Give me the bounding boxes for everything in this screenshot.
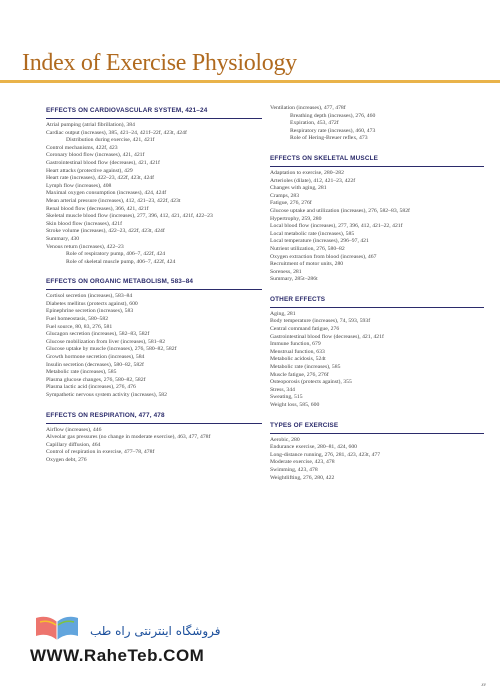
right-column [270,105,484,492]
index-subentry: Role of respiratory pump, 406–7, 422f, 424 [66,251,166,258]
index-entry: Osteoporosis (protects against), 355 [270,379,352,386]
index-entry: Weight loss, 585, 600 [270,402,320,408]
index-entry: Glucose mobilization from liver (increases), 581–82 [46,338,166,345]
index-entry: Plasma lactic acid (increases), 276, 476 [46,384,136,391]
left-column [46,105,262,475]
index-entry: Metabolic acidosis, 524t [270,356,326,363]
index-entry: Changes with aging, 281 [270,185,327,192]
index-entry: Muscle fatigue, 276, 276f [270,371,329,378]
index-entry: Summary, 430 [46,235,80,242]
index-subentry: Role of Hering-Breuer reflex, 473 [290,135,368,142]
index-entry: Local blood flow (increases), 277, 396, 412, 421–22, 421f [270,223,403,230]
index-entry: Heart rate (increases), 422–23, 422f, 423t, 424f [46,175,155,182]
index-entry: Sympathetic nervous system activity (increases), 582 [46,392,167,398]
index-entry: Metabolic rate (increases), 585 [270,364,341,371]
index-entry: Swimming, 423, 478 [270,466,318,473]
section-heading: EFFECTS ON ORGANIC METABOLISM, 583–84 [46,278,194,286]
index-entry: Glucose uptake and utilization (increases), 276, 582–83, 582f [270,207,410,214]
entry-list [270,170,484,284]
entry-list [46,427,262,465]
index-entry: Cardiac output (increases), 385, 421–24, 421f–22f, 423t, 424f [46,129,187,136]
index-entry: Airflow (increases), 446 [46,426,102,433]
index-entry: Control mechanisms, 422f, 423 [46,144,118,151]
watermark-persian-text: فروشگاه اینترنتی راه طب [90,624,221,638]
index-entry: Maximal oxygen consumption (increases), 424, 424f [46,190,167,197]
index-entry: Fatigue, 276, 276f [270,200,312,207]
index-subentry: Role of skeletal muscle pump, 406–7, 422f, 424 [66,258,176,265]
index-entry: Aerobic, 280 [270,436,300,443]
index-entry: Lymph flow (increases), 408 [46,182,112,189]
index-entry: Gastrointestinal blood flow (decreases), 421, 421f [46,159,160,166]
section-rule [270,307,484,308]
index-entry: Local metabolic rate (increases), 585 [270,230,355,237]
index-entry: Body temperature (increases), 74, 593, 593f [270,318,371,325]
entry-list [46,122,262,266]
index-entry: Insulin secretion (decreases), 580–82, 582f [46,361,144,368]
index-entry: Control of respiration in exercise, 477–78, 478f [46,449,155,456]
index-entry: Arterioles (dilate), 412, 421–23, 422f [270,177,356,184]
index-entry: Moderate exercise, 423, 478 [270,459,335,466]
entry-list [46,293,262,399]
index-entry: Atrial pumping (atrial fibrillation), 384 [46,122,135,128]
index-entry: Aging, 281 [270,310,296,317]
index-entry: Glucose uptake by muscle (increases), 276, 580–82, 582f [46,346,177,353]
index-entry: Endurance exercise, 280–81, 424, 600 [270,444,358,451]
section-rule [46,423,262,424]
title-accent-rule [0,80,500,83]
section-rule [270,166,484,167]
index-entry: Renal blood flow (decreases), 366, 421, 421f [46,205,149,212]
index-entry: Capillary diffusion, 464 [46,441,101,448]
index-section [270,420,484,483]
entry-list [270,311,484,410]
book-logo-icon [34,612,80,644]
watermark [30,612,230,682]
index-subentry: Respiratory rate (increases), 460, 473 [290,127,376,134]
section-heading: EFFECTS ON SKELETAL MUSCLE [270,154,379,162]
index-entry: Central command fatigue, 276 [270,326,340,333]
index-entry: Weightlifting, 276, 280, 422 [270,474,335,481]
page-title: Index of Exercise Physiology [22,50,297,76]
section-heading: EFFECTS ON CARDIOVASCULAR SYSTEM, 421–24 [46,107,208,114]
index-entry: Mean arterial pressure (increases), 412, 421–23, 422f, 423t [46,197,181,204]
index-entry: Summary, 285t–286t [270,276,318,283]
index-entry: Growth hormone secretion (increases), 584 [46,354,145,361]
index-entry: Fuel homeostasis, 580–582 [46,316,109,323]
section-rule [46,289,262,290]
index-entry: Skeletal muscle blood flow (increases), 277, 396, 412, 421, 421f, 422–23 [46,213,213,220]
index-subentry: Breathing depth (increases), 276, 460 [290,112,376,119]
index-entry: Cortisol secretion (increases), 583–84 [46,293,133,300]
section-heading: OTHER EFFECTS [270,295,326,303]
index-entry: Oxygen extraction from blood (increases), 467 [270,253,377,260]
index-entry: Immune function, 679 [270,341,321,348]
section-heading: EFFECTS ON RESPIRATION, 477, 478 [46,411,165,419]
index-entry: Plasma glucose changes, 276, 580–82, 582f [46,376,146,383]
section-rule [270,433,484,434]
index-entry: Metabolic rate (increases), 585 [46,369,117,376]
index-entry: Alveolar gas pressures (no change in moderate exercise), 463, 477, 478f [46,434,211,441]
index-entry: Adaptation to exercise, 280–282 [270,169,344,176]
index-entry: Menstrual function, 633 [270,348,325,355]
index-entry: Glucagon secretion (increases), 582–83, 582f [46,331,150,338]
index-entry: Oxygen debt, 276 [46,456,87,463]
page-number: xv [481,683,486,688]
index-entry: Skin blood flow (increases), 421f [46,220,122,227]
index-entry: Stroke volume (increases), 422–23, 422f, 423t, 424f [46,228,165,235]
index-entry: Fuel source, 80, 83, 276, 581 [46,323,113,330]
index-entry: Coronary blood flow (increases), 421, 421f [46,152,145,159]
index-entry: Diabetes mellitus (protects against), 600 [46,300,138,307]
index-entry: Long-distance running, 276, 281, 423, 423t, 477 [270,451,381,458]
index-entry: Ventilation (increases), 477, 478f [270,105,346,111]
index-section [46,410,262,465]
index-entry: Nutrient utilization, 276, 580–82 [270,245,345,252]
index-entry: Epinephrine secretion (increases), 583 [46,308,134,315]
index-subentry: Expiration, 453, 472f [290,120,339,127]
entry-list [270,105,484,143]
index-entry: Hypertrophy, 259, 280 [270,215,322,222]
index-entry: Venous return (increases), 422–23 [46,243,124,250]
index-entry: Sweating, 515 [270,394,303,401]
index-section [270,153,484,284]
index-subentry: Distribution during exercise, 421, 421f [66,137,155,144]
index-entry: Soreness, 281 [270,268,302,275]
watermark-url: WWW.RaheTeb.COM [30,646,205,665]
index-section [270,294,484,410]
entry-list [270,437,484,483]
index-entry: Recruitment of motor units, 280 [270,261,344,268]
index-section [46,105,262,266]
index-entry: Cramps, 283 [270,192,300,199]
title-bar [0,0,500,92]
index-entry: Gastrointestinal blood flow (decreases), 421, 421f [270,333,384,340]
section-rule [46,118,262,119]
index-section [270,105,484,143]
index-entry: Local temperature (increases), 296–97, 421 [270,238,369,245]
section-heading: TYPES OF EXERCISE [270,421,339,429]
index-entry: Stress, 344 [270,386,295,393]
index-section [46,276,262,399]
index-entry: Heart attacks (protective against), 429 [46,167,133,174]
